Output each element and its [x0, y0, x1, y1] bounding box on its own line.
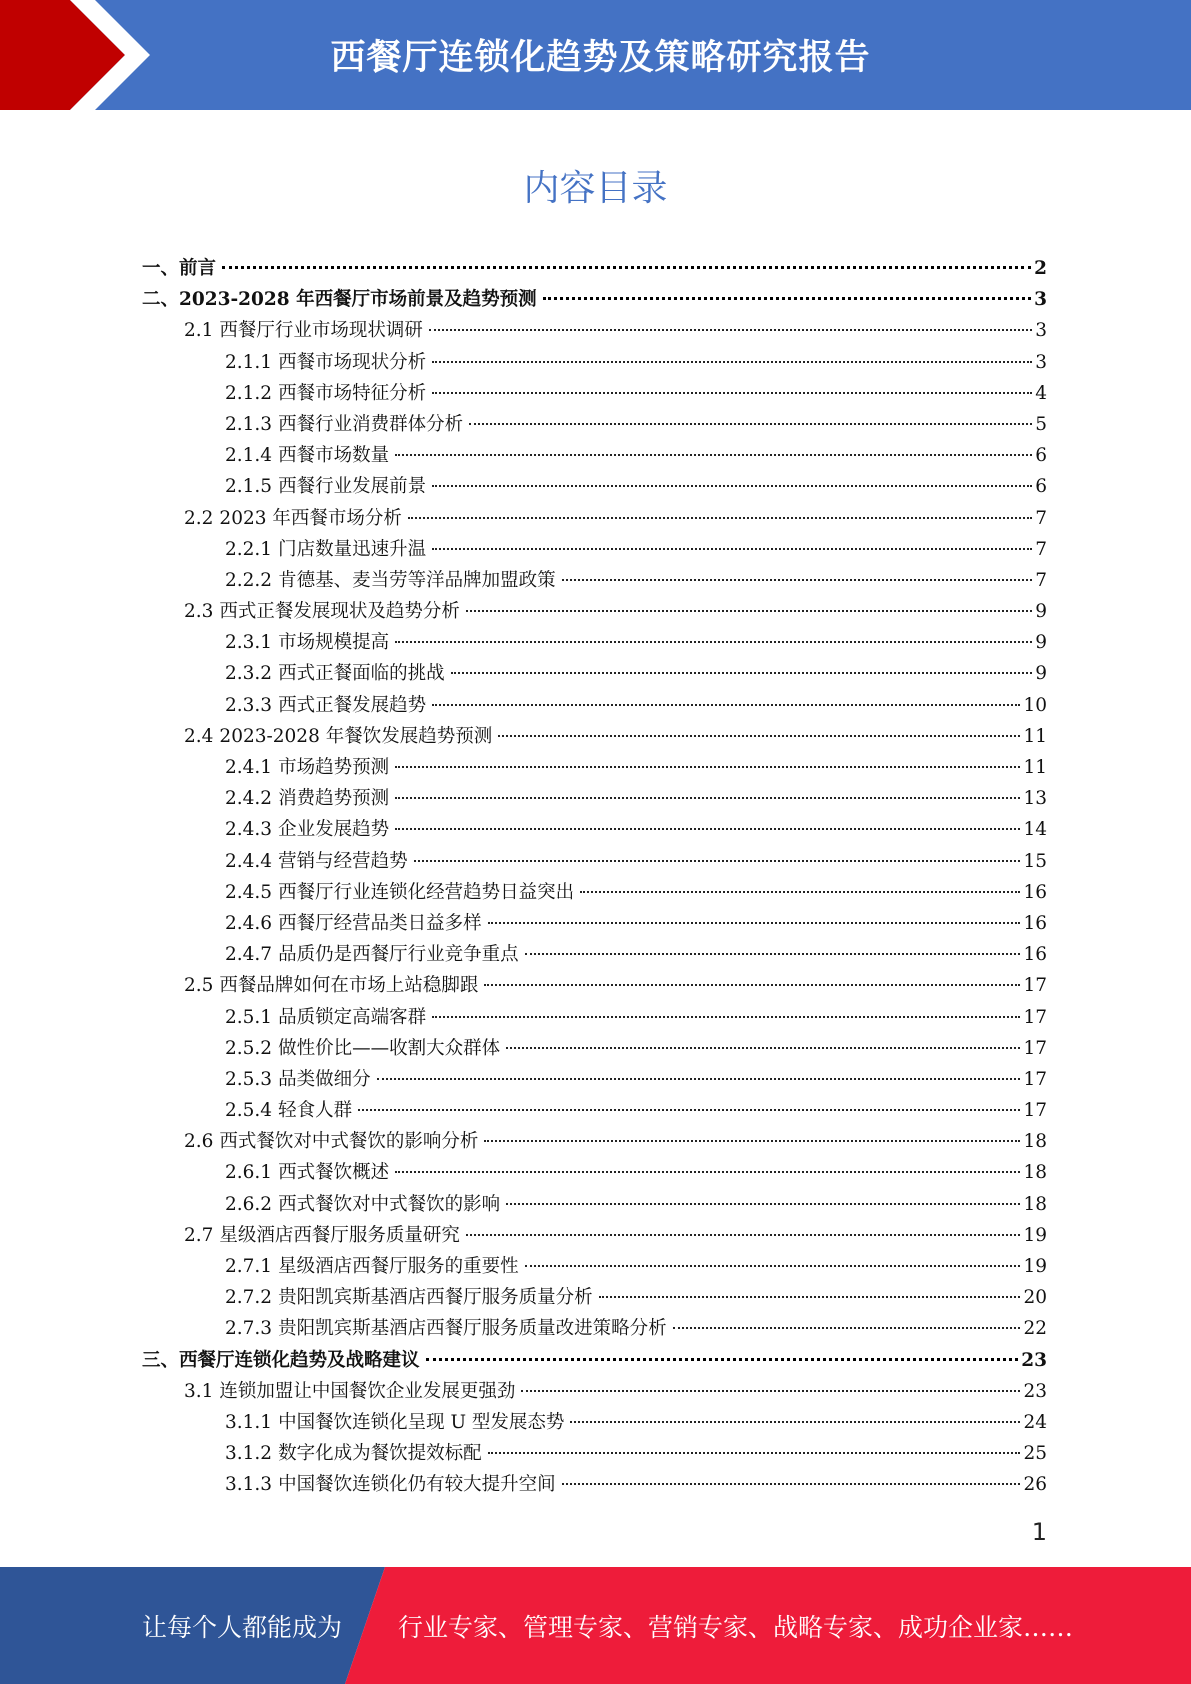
toc-entry[interactable]: [142, 690, 1047, 721]
toc-entry[interactable]: [142, 565, 1047, 596]
toc-entry-page: 17: [1023, 1006, 1047, 1028]
toc-entry[interactable]: [142, 783, 1047, 814]
toc-entry-page: 19: [1023, 1224, 1047, 1246]
toc-dot-leader: [429, 329, 1032, 331]
toc-entry[interactable]: [142, 970, 1047, 1001]
toc-entry-page: 3: [1035, 320, 1047, 342]
toc-entry-title: 肯德基、麦当劳等洋品牌加盟政策: [278, 569, 556, 591]
toc-heading: 内容目录: [523, 168, 668, 209]
toc-entry-number: 2.4.3: [225, 819, 273, 841]
toc-entry[interactable]: [142, 721, 1047, 752]
report-title: 西餐厅连锁化趋势及策略研究报告: [330, 38, 871, 78]
toc-entry-title: 消费趋势预测: [278, 788, 390, 810]
toc-dot-leader: [426, 1358, 1019, 1361]
toc-entry-title: 西餐行业发展前景: [278, 476, 427, 498]
toc-entry-page: 16: [1023, 912, 1047, 934]
toc-entry-page: 3: [1034, 289, 1047, 311]
toc-entry-number: 2.5.1: [225, 1006, 273, 1028]
toc-dot-leader: [570, 1421, 1020, 1423]
toc-entry-number: 2.1: [184, 320, 214, 342]
toc-entry[interactable]: [142, 1002, 1047, 1033]
toc-entry-title: 星级酒店西餐厅服务的重要性: [278, 1256, 519, 1277]
toc-entry[interactable]: [142, 658, 1047, 689]
toc-entry-title: 西式餐饮对中式餐饮的影响分析: [219, 1131, 479, 1153]
toc-dot-leader: [395, 641, 1032, 643]
toc-entry-page: 23: [1021, 1349, 1047, 1371]
toc-entry-page: 20: [1023, 1287, 1047, 1309]
toc-entry[interactable]: [142, 440, 1047, 471]
toc-entry[interactable]: [142, 1126, 1047, 1157]
toc-entry-title: 西餐厅行业市场现状调研: [219, 320, 423, 342]
toc-entry[interactable]: [142, 534, 1047, 565]
footer-slogan-right: 行业专家、管理专家、营销专家、战略专家、成功企业家……: [398, 1612, 1074, 1642]
toc-entry[interactable]: [142, 814, 1047, 845]
toc-entry-page: 24: [1023, 1411, 1047, 1433]
toc-entry-number: 2.4.2: [225, 788, 273, 810]
toc-entry-number: 2.5: [184, 975, 214, 997]
toc-entry[interactable]: [142, 1033, 1047, 1064]
footer-banner: [0, 1567, 1191, 1684]
toc-entry-title: 西式正餐面临的挑战: [278, 663, 445, 685]
toc-entry-number: 2.7.1: [225, 1256, 273, 1277]
toc-dot-leader: [488, 922, 1021, 924]
toc-entry[interactable]: [142, 284, 1047, 315]
toc-dot-leader: [488, 1452, 1021, 1454]
toc-entry-page: 3: [1035, 351, 1047, 373]
toc-entry[interactable]: [142, 1313, 1047, 1344]
toc-entry-page: 4: [1035, 382, 1047, 404]
toc-dot-leader: [673, 1327, 1021, 1329]
toc-dot-leader: [432, 704, 1020, 706]
toc-dot-leader: [395, 828, 1020, 830]
toc-entry-title: 市场趋势预测: [278, 757, 390, 778]
toc-entry-number: 3.1.2: [225, 1443, 273, 1465]
toc-entry-title: 三、西餐厅连锁化趋势及战略建议: [142, 1349, 420, 1371]
toc-entry[interactable]: [142, 1095, 1047, 1126]
toc-entry-number: 2.4.6: [225, 912, 273, 934]
toc-entry[interactable]: [142, 1157, 1047, 1188]
toc-entry-number: 2.2.1: [225, 538, 273, 560]
toc-entry-number: 3.1.3: [225, 1474, 273, 1496]
toc-entry-page: 10: [1023, 694, 1047, 716]
toc-entry-page: 22: [1023, 1318, 1047, 1340]
toc-dot-leader: [358, 1109, 1020, 1111]
toc-entry-page: 2: [1034, 258, 1047, 279]
toc-dot-leader: [432, 361, 1032, 363]
toc-entry-title: 做性价比——收割大众群体: [278, 1037, 501, 1059]
toc-entry-page: 17: [1023, 1100, 1047, 1122]
toc-dot-leader: [466, 1234, 1021, 1236]
toc-entry-page: 6: [1035, 476, 1047, 498]
toc-entry[interactable]: [142, 315, 1047, 346]
toc-entry-title: 西餐市场特征分析: [278, 382, 427, 404]
toc-entry[interactable]: [142, 1469, 1047, 1500]
toc-dot-leader: [222, 266, 1031, 269]
toc-entry-number: 2.2: [184, 507, 214, 529]
toc-entry-number: 2.4.7: [225, 944, 273, 966]
toc-dot-leader: [562, 1483, 1021, 1485]
toc-entry[interactable]: [142, 1251, 1047, 1282]
toc-entry-number: 2.6: [184, 1131, 214, 1153]
toc-entry-title: 市场规模提高: [278, 632, 390, 654]
toc-dot-leader: [395, 454, 1032, 456]
toc-entry-number: 2.6.1: [225, 1162, 273, 1184]
toc-entry[interactable]: [142, 1376, 1047, 1407]
toc-dot-leader: [525, 1265, 1021, 1267]
toc-entry-page: 9: [1035, 601, 1047, 623]
toc-entry-title: 2023 年西餐市场分析: [219, 507, 402, 529]
toc-entry-page: 9: [1035, 632, 1047, 654]
toc-entry-number: 2.2.2: [225, 569, 273, 591]
toc-entry-page: 16: [1023, 944, 1047, 966]
toc-dot-leader: [466, 610, 1032, 612]
toc-entry[interactable]: [142, 1345, 1047, 1376]
toc-entry-title: 一、前言: [142, 258, 217, 279]
toc-entry-page: 17: [1023, 1068, 1047, 1090]
toc-entry-page: 5: [1035, 413, 1047, 435]
toc-entry-page: 9: [1035, 663, 1047, 685]
table-of-contents: [142, 253, 1047, 1501]
toc-entry-title: 中国餐饮连锁化呈现 U 型发展态势: [278, 1411, 565, 1433]
toc-entry[interactable]: [142, 752, 1047, 783]
toc-entry-title: 二、2023-2028 年西餐厅市场前景及趋势预测: [142, 289, 537, 311]
toc-entry-number: 2.6.2: [225, 1193, 273, 1215]
toc-entry-number: 2.1.3: [225, 413, 273, 435]
toc-entry[interactable]: [142, 627, 1047, 658]
toc-entry-page: 19: [1023, 1256, 1047, 1277]
toc-dot-leader: [498, 735, 1020, 737]
toc-entry-page: 15: [1023, 850, 1047, 872]
toc-entry[interactable]: [142, 253, 1047, 284]
toc-entry[interactable]: [142, 846, 1047, 877]
toc-entry-page: 11: [1023, 757, 1047, 778]
header-banner: [0, 0, 1191, 110]
toc-entry-number: 2.3.2: [225, 663, 273, 685]
toc-entry-number: 2.7: [184, 1224, 214, 1246]
toc-entry-number: 2.4: [184, 725, 214, 747]
toc-entry-title: 品类做细分: [278, 1068, 371, 1090]
toc-entry-title: 企业发展趋势: [278, 819, 390, 841]
toc-entry[interactable]: [142, 409, 1047, 440]
toc-dot-leader: [395, 1171, 1020, 1173]
toc-entry-title: 贵阳凯宾斯基酒店西餐厅服务质量改进策略分析: [278, 1318, 667, 1340]
toc-entry-page: 6: [1035, 445, 1047, 467]
toc-dot-leader: [521, 1390, 1020, 1392]
toc-dot-leader: [432, 548, 1032, 550]
toc-entry-title: 营销与经营趋势: [278, 850, 408, 872]
toc-dot-leader: [580, 891, 1020, 893]
toc-entry-title: 西餐品牌如何在市场上站稳脚跟: [219, 975, 479, 997]
toc-dot-leader: [377, 1078, 1021, 1080]
toc-entry-number: 2.3.3: [225, 694, 273, 716]
toc-entry-title: 中国餐饮连锁化仍有较大提升空间: [278, 1474, 556, 1496]
toc-entry-number: 2.3.1: [225, 632, 273, 654]
toc-entry-title: 西餐行业消费群体分析: [278, 413, 464, 435]
toc-entry-title: 星级酒店西餐厅服务质量研究: [219, 1224, 460, 1246]
toc-entry-title: 品质锁定高端客群: [278, 1006, 427, 1028]
toc-dot-leader: [432, 485, 1032, 487]
toc-entry-page: 25: [1023, 1443, 1047, 1465]
toc-entry-number: 2.7.2: [225, 1287, 273, 1309]
toc-dot-leader: [414, 860, 1021, 862]
toc-entry[interactable]: [142, 1189, 1047, 1220]
toc-entry[interactable]: [142, 347, 1047, 378]
toc-entry-title: 西式餐饮对中式餐饮的影响: [278, 1193, 501, 1215]
toc-entry-number: 3.1: [184, 1380, 214, 1402]
toc-entry-title: 门店数量迅速升温: [278, 538, 427, 560]
toc-entry[interactable]: [142, 471, 1047, 502]
toc-entry-title: 西餐厅经营品类日益多样: [278, 912, 482, 934]
toc-dot-leader: [432, 1016, 1020, 1018]
toc-entry-title: 西餐市场现状分析: [278, 351, 427, 373]
toc-entry-title: 西式餐饮概述: [278, 1162, 390, 1184]
toc-entry[interactable]: [142, 596, 1047, 627]
toc-entry-page: 17: [1023, 975, 1047, 997]
toc-entry-title: 西餐市场数量: [278, 445, 390, 467]
toc-dot-leader: [543, 297, 1032, 300]
toc-entry-page: 7: [1035, 507, 1047, 529]
toc-entry-page: 18: [1023, 1162, 1047, 1184]
toc-entry[interactable]: [142, 1064, 1047, 1095]
toc-entry-page: 13: [1023, 788, 1047, 810]
toc-entry-number: 2.5.4: [225, 1100, 273, 1122]
toc-entry-page: 18: [1023, 1193, 1047, 1215]
toc-entry-number: 2.1.2: [225, 382, 273, 404]
toc-dot-leader: [562, 579, 1033, 581]
toc-entry[interactable]: [142, 1407, 1047, 1438]
toc-dot-leader: [506, 1203, 1020, 1205]
toc-entry[interactable]: [142, 1438, 1047, 1469]
toc-entry-title: 2023-2028 年餐饮发展趋势预测: [219, 725, 493, 747]
toc-dot-leader: [484, 1140, 1020, 1142]
toc-entry-title: 轻食人群: [278, 1100, 353, 1122]
toc-entry-number: 2.1.1: [225, 351, 273, 373]
toc-entry-page: 18: [1023, 1131, 1047, 1153]
toc-entry-number: 2.4.4: [225, 850, 273, 872]
toc-entry-title: 西式正餐发展趋势: [278, 694, 427, 716]
page-number: 1: [1031, 1518, 1047, 1546]
toc-entry-number: 2.7.3: [225, 1318, 273, 1340]
toc-dot-leader: [408, 517, 1032, 519]
toc-dot-leader: [525, 953, 1021, 955]
toc-entry-title: 数字化成为餐饮提效标配: [278, 1443, 482, 1465]
toc-dot-leader: [395, 766, 1020, 768]
toc-entry-page: 7: [1035, 569, 1047, 591]
toc-entry-number: 2.5.3: [225, 1068, 273, 1090]
toc-entry-title: 贵阳凯宾斯基酒店西餐厅服务质量分析: [278, 1287, 593, 1309]
toc-entry-number: 2.5.2: [225, 1037, 273, 1059]
toc-entry[interactable]: [142, 908, 1047, 939]
toc-entry-page: 7: [1035, 538, 1047, 560]
toc-entry-title: 西餐厅行业连锁化经营趋势日益突出: [278, 881, 575, 903]
toc-dot-leader: [599, 1296, 1021, 1298]
toc-entry[interactable]: [142, 378, 1047, 409]
toc-entry-page: 26: [1023, 1474, 1047, 1496]
toc-entry-page: 14: [1023, 819, 1047, 841]
toc-dot-leader: [395, 797, 1020, 799]
toc-entry-title: 连锁加盟让中国餐饮企业发展更强劲: [219, 1380, 516, 1402]
toc-dot-leader: [469, 423, 1032, 425]
toc-entry[interactable]: [142, 1220, 1047, 1251]
toc-dot-leader: [432, 392, 1032, 394]
toc-entry-number: 2.4.5: [225, 881, 273, 903]
toc-entry-title: 品质仍是西餐厅行业竞争重点: [278, 944, 519, 966]
toc-entry[interactable]: [142, 877, 1047, 908]
toc-dot-leader: [451, 672, 1033, 674]
toc-entry-page: 23: [1023, 1380, 1047, 1402]
toc-entry[interactable]: [142, 939, 1047, 970]
toc-entry-page: 11: [1023, 725, 1047, 747]
toc-entry-title: 西式正餐发展现状及趋势分析: [219, 601, 460, 623]
toc-entry[interactable]: [142, 503, 1047, 534]
toc-entry-number: 2.1.5: [225, 476, 273, 498]
footer-slogan-left: 让每个人都能成为: [142, 1612, 343, 1642]
toc-dot-leader: [484, 984, 1020, 986]
toc-entry-number: 3.1.1: [225, 1411, 273, 1433]
toc-entry[interactable]: [142, 1282, 1047, 1313]
toc-entry-page: 16: [1023, 881, 1047, 903]
header-arrow-decoration: [0, 0, 160, 110]
toc-entry-number: 2.3: [184, 601, 214, 623]
toc-dot-leader: [506, 1047, 1020, 1049]
toc-entry-number: 2.1.4: [225, 445, 273, 467]
toc-entry-page: 17: [1023, 1037, 1047, 1059]
toc-entry-number: 2.4.1: [225, 757, 273, 778]
